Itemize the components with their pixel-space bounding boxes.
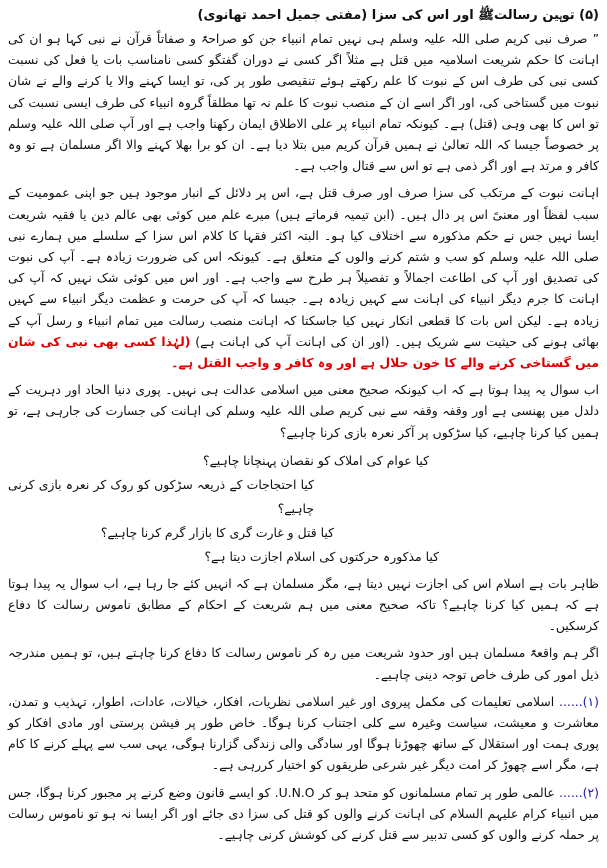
answer-paragraph-2: اگر ہم واقعۃً مسلمان ہیں اور حدود شریعت میں رہ کر ناموس رسالت کا دفاع کرنا چاہتے ہیں، تو ہمیں مندرجہ ذیل امور کی طرف خاص توجہ دینی چاہیے۔ [8,645,599,682]
question-intro: اب سوال یہ پیدا ہوتا ہے کہ اب کیونکہ صحیح معنی میں اسلامی عدالت ہی نہیں۔ پوری دنیا الحاد اور دہریت کے دلدل میں پھنسی ہے اور وقفہ وقفہ سے نبی کریم صلی اللہ علیہ وسلم کی اہانت کی جسارت کی جارہی ہے، تو ہمیں کیا کرنا چاہیے، کیا سڑکوں پر آکر نعرہ بازی کرنا چاہیے؟ [8,382,599,440]
question-1: کیا عوام کی املاک کو نقصان پہنچانا چاہیے؟ [202,452,429,468]
point-2-text: عالمی طور پر تمام مسلمانوں کو متحد ہو کر U.N.O. کو ایسے قانون وضع کرنے پر مجبور کرنا ہوگا، جس میں انبیاء کرام علیہم السلام کی اہانت کرنے والوں کو قتل کی سزا دی جائے اور اگر ایسا نہ ہو تو ناموس رسالت پر حملہ کرنے والوں کو کسی تدبیر سے قتل کرنے کی کوشش کرنی چاہیے۔ [8,784,599,843]
point-2-marker: (۲)...... [559,784,599,800]
answer-paragraph-1: ظاہر بات ہے اسلام اس کی اجازت نہیں دیتا ہے، مگر مسلمان ہے کہ انہیں کئے جا رہا ہے، اب سوال یہ پیدا ہوتا ہے کہ ہمیں کیا کرنا چاہیے؟ تاکہ صحیح معنی میں ہم شریعت کے احکام کے مطابق ناموس رسالت کا دفاع کرسکیں۔ [8,575,599,634]
article-title: (۵) توہین رسالتﷺ اور اس کی سزا (مفتی جمیل احمد تھانوی) [197,8,599,23]
point-1-marker: (۱)...... [559,693,599,709]
paragraph-2-text: اہانت نبوت کے مرتکب کی سزا صرف اور صرف قتل ہے، اس پر دلائل کے انبار موجود ہیں جو اپنی عمومیت کے سبب لفظاً اور معنیً اس پر دال ہیں۔ (ابن تیمیہ فرماتے ہیں) میرے علم میں کوئی بھی عالم دین یا فقیہ شریعت ایسا نہیں جس نے حکم مذکورہ سے اختلاف کیا ہو۔ البتہ اکثر فقہا کا کلام اس سزا کے سلسلے میں ہمارے نبی صلی اللہ علیہ وسلم کو سب و شتم کرنے والوں کے متعلق ہے۔ کیونکہ اس کی ضرورت زیادہ ہے۔ آپ کی نبوت کی تصدیق اور آپ کی اطاعت اجمالاً و تفصیلاً ہر طرح سے واجب ہے۔ اور اس میں کوئی شک نہیں کہ آپ کی اہانت کا جرم دیگر انبیاء کی اہانت سے کہیں زیادہ ہے۔ جیسا کہ آپ کی حرمت و عظمت دیگر انبیاء سے کہیں زیادہ ہے۔ لیکن اس بات کا قطعی انکار نہیں کیا جاسکتا کہ اہانت منصب رسالت میں تمام انبیاء و رسل آپ کے بھائی ہونے کی حیثیت سے شریک ہیں۔ (اور ان کی اہانت آپ کی اہانت ہے) [8,185,599,349]
point-1-text: اسلامی تعلیمات کی مکمل پیروی اور غیر اسلامی نظریات، افکار، خیالات، عادات، اطوار، تہذیب و تمدن، معاشرت و معیشت، سیاست وغیرہ سے کلی اجتناب کرنا ہوگا۔ خاص طور پر فیشن پرستی اور مادی افکار کو پوری ہمت اور استقلال کے ساتھ چھوڑنا ہوگا اور سادگی والی زندگی گزارنا ہوگی، یہی سب سے پہلے کرنے کا کام ہے، مگر اسے چھوڑ کر امت دیگر غیر شرعی طریقوں کو اختیار کررہی ہے۔ [8,693,599,773]
paragraph-1: ” صرف نبی کریم صلی اللہ علیہ وسلم ہی نہیں تمام انبیاء جن کو صراحۃً و صفاتاً قرآن نے نبی کہا ہو ان کی اہانت کا حکم شریعت اسلامیہ میں قتل ہے مثلاً اگر کسی نے دوران گفتگو کسی نامناسب بات یا فعل کی نسبت کسی نبی کی طرف اس کے نبوت کا علم رکھتے ہوئے تنقیصی طور پر کی، تو ایسا کہنے والا یا کرنے والے نے شان نبوت میں گستاخی کی، اور اگر اسے ان کے منصب نبوت کا علم نہ تھا مطلقاً گروہ انبیاء کی طرف ایسی نسبت کی تو اس کا بھی وہی (قتل) ہے۔ کیونکہ تمام انبیاء پر علی الاطلاق ایمان رکھنا واجب ہے اور آپ صلی اللہ علیہ وسلم پر خصوصاً جیسا کہ اللہ تعالیٰ نے ہمیں قرآن کریم میں بتلا دیا ہے۔ ان کو برا بھلا کہنے والا اگر مسلمان ہے تو وہ کافر و مرتد ہے اور اگر ذمی ہے تو اس سے قتال واجب ہے۔ [8,31,599,174]
ruling-highlight: (لہٰذا کسی بھی نبی کی شان میں گستاخی کرنے والے کا خون حلال ہے اور وہ کافر و واجب القتل ہے۔ [8,333,599,371]
question-4: کیا مذکورہ حرکتوں کی اسلام اجازت دیتا ہے؟ [204,548,439,564]
question-3: کیا قتل و غارت گری کا بازار گرم کرنا چاہیے؟ [100,524,334,540]
point-2 [8,782,599,846]
paragraph-2 [8,182,599,373]
point-1 [8,691,599,776]
question-2: کیا احتجاجات کے ذریعہ سڑکوں کو روک کر نعرہ بازی کرنی چاہیے؟ [8,476,314,516]
